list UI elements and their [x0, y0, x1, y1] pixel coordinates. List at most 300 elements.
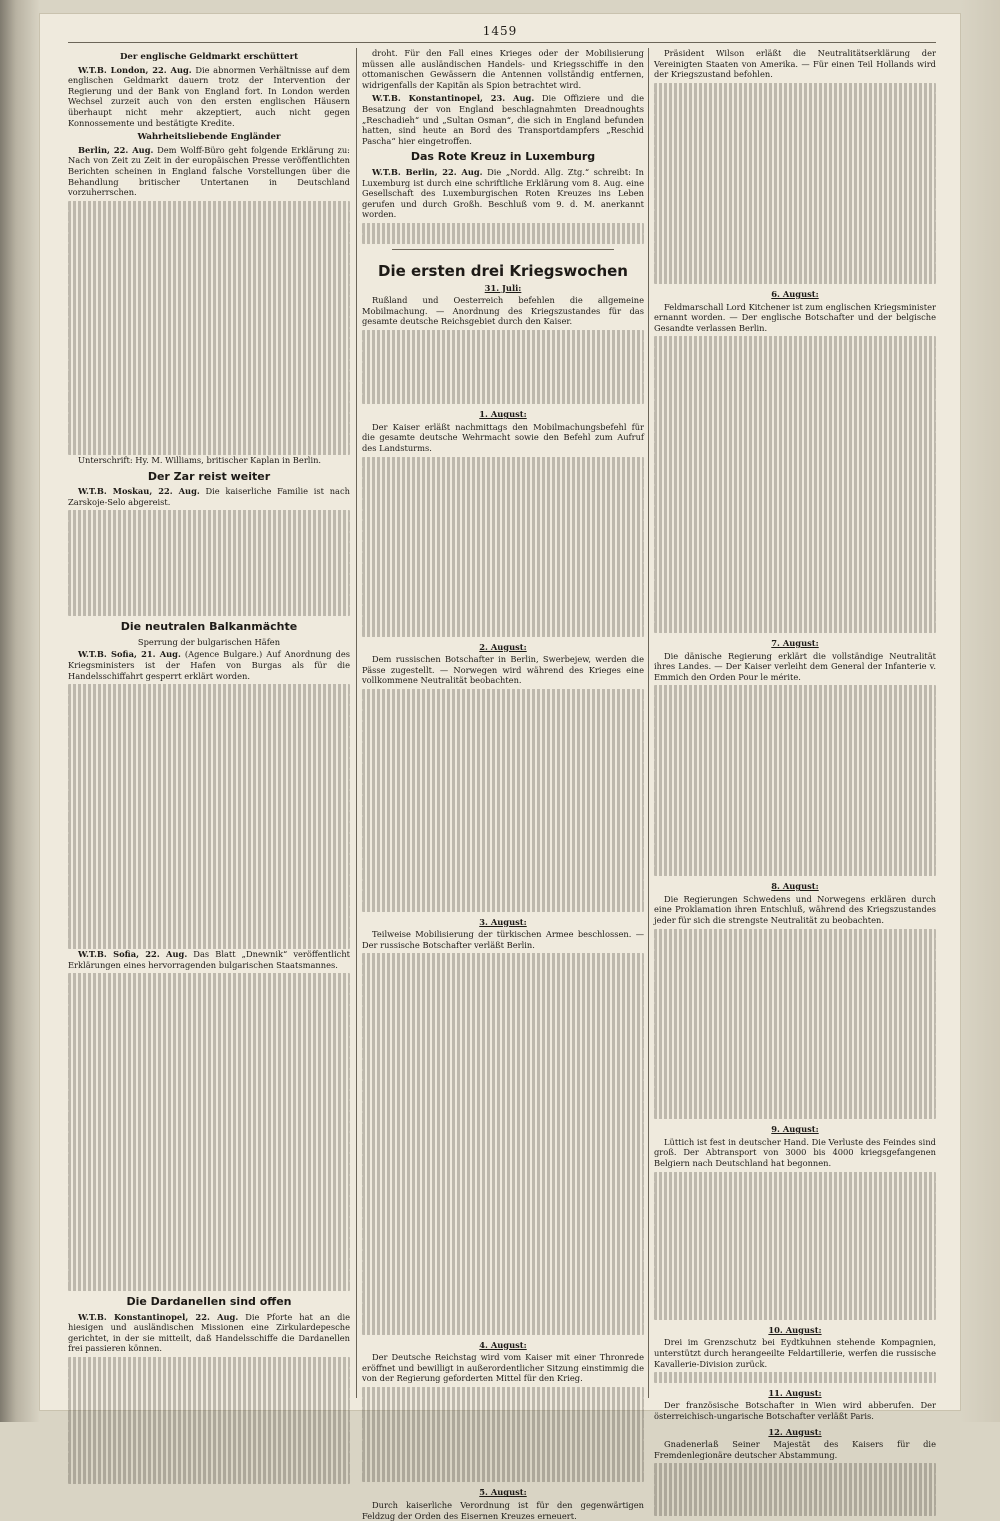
illegible-text-line: [362, 1176, 644, 1187]
illegible-text-line: [68, 758, 350, 769]
illegible-text-line: [362, 1155, 644, 1166]
illegible-text-line: [654, 1077, 936, 1088]
illegible-text-line: [68, 1090, 350, 1101]
illegible-text-line: [68, 928, 350, 939]
illegible-text-line: [654, 231, 936, 242]
illegible-text-line: [362, 901, 644, 912]
illegible-text-line: [68, 201, 350, 212]
illegible-text-line: [68, 780, 350, 791]
page-number: 1459: [482, 24, 518, 38]
illegible-text-line: [68, 1249, 350, 1260]
illegible-text-line: [68, 1281, 350, 1292]
article-text: Das Blatt „Dnewnik“ veröffentlicht Erklärungen eines hervorragenden bulgarischen Staatsmannes.: [68, 949, 350, 970]
illegible-text-line: [654, 115, 936, 126]
illegible-text-line: [68, 413, 350, 424]
illegible-text-line: [362, 1091, 644, 1102]
illegible-text-line: [362, 1303, 644, 1314]
illegible-text-line: [654, 1024, 936, 1035]
illegible-text-line: [68, 864, 350, 875]
illegible-text-line: [362, 510, 644, 521]
article-title-zar: Der Zar reist weiter: [147, 469, 271, 483]
illegible-text-line: [362, 1123, 644, 1134]
date-heading: 9. August:: [771, 1124, 819, 1135]
illegible-text-line: [654, 368, 936, 379]
article-text: Rußland und Oesterreich befehlen die allgemeine Mobilmachung. — Anordnung des Kriegszustandes für das gesamte deutsche Reichsgebiet durch den Kaiser.: [362, 295, 644, 327]
article-text: Die dänische Regierung erklärt die vollständige Neutralität ihres Landes. — Der Kaiser verleiht dem General der Infanterie v. Emmich den Orden Pour le mérite.: [654, 650, 936, 682]
illegible-text-line: [654, 1172, 936, 1183]
illegible-text-line: [362, 616, 644, 627]
illegible-text-line: [654, 1495, 936, 1506]
illegible-text-line: [68, 1217, 350, 1228]
article-body: [68, 65, 350, 129]
illegible-text-line: [654, 199, 936, 210]
illegible-text-line: [68, 1132, 350, 1143]
column-rule-1: [356, 48, 357, 1398]
illegible-text-line: [654, 791, 936, 802]
illegible-text-line: [362, 1387, 644, 1398]
illegible-text-line: [362, 584, 644, 595]
illegible-text-line: [654, 1013, 936, 1024]
illegible-text-line: [68, 1037, 350, 1048]
illegible-text-line: [654, 517, 936, 528]
illegible-text-line: [654, 1246, 936, 1257]
illegible-text-line: [68, 1389, 350, 1400]
signature-line: Unterschrift: Hy. M. Williams, britischer Kaplan in Berlin.: [78, 454, 322, 465]
illegible-text-line: [362, 362, 644, 373]
illegible-text-line: [654, 1235, 936, 1246]
illegible-text-line: [654, 442, 936, 453]
illegible-text-line: [654, 707, 936, 718]
illegible-text-line: [68, 790, 350, 801]
illegible-text-line: [362, 880, 644, 891]
illegible-text-line: [68, 1431, 350, 1442]
illegible-text-line: [68, 275, 350, 286]
column-rule-2: [648, 48, 649, 1398]
illegible-text-line: [654, 1214, 936, 1225]
illegible-text-line: [68, 1164, 350, 1175]
illegible-text-line: [362, 710, 644, 721]
newspaper-page: [40, 14, 960, 1521]
illegible-text-line: [362, 520, 644, 531]
illegible-text-line: [362, 848, 644, 859]
illegible-text-line: [68, 1452, 350, 1463]
illegible-text-line: [654, 347, 936, 358]
illegible-text-line: [654, 749, 936, 760]
illegible-text-line: [654, 981, 936, 992]
illegible-text-line: [362, 1461, 644, 1472]
article-text: (Agence Bulgare.) Auf Anordnung des Kriegsministers ist der Hafen von Burgas als für die Handelsschiffahrt gesperrt erklärt worden.: [68, 649, 350, 681]
illegible-text-line: [654, 696, 936, 707]
illegible-text-line: [68, 737, 350, 748]
illegible-text-line: [68, 1069, 350, 1080]
illegible-text-line: [68, 1259, 350, 1270]
date-heading: 3. August:: [479, 916, 527, 927]
illegible-text-line: [362, 1472, 644, 1483]
article-title-balkan: Die neutralen Balkanmächte: [120, 620, 298, 634]
illegible-text-line: [654, 1267, 936, 1278]
illegible-text-line: [654, 178, 936, 189]
illegible-text-line: [362, 859, 644, 870]
article-text: Feldmarschall Lord Kitchener ist zum englischen Kriegsminister ernannt worden. — Der englische Botschafter und der belgische Gesandte verlassen Berlin.: [654, 301, 936, 333]
article-text: Die Offiziere und die Besatzung der von England beschlagnahmten Dreadnoughts „Reschadieh“ und „Sultan Osman“, die sich in England befunden hatten, sind heute an Bord des Transportdampfers „Reschid Pascha“ hier eingetroffen.: [362, 93, 644, 146]
illegible-text-line: [654, 210, 936, 221]
illegible-text-line: [654, 1109, 936, 1120]
illegible-text-line: [68, 854, 350, 865]
illegible-text-line: [68, 1100, 350, 1111]
illegible-text-line: [654, 1372, 936, 1383]
illegible-text-line: [654, 336, 936, 347]
illegible-text-line: [362, 467, 644, 478]
illegible-text-line: [654, 432, 936, 443]
illegible-text-line: [654, 834, 936, 845]
illegible-text-line: [362, 1133, 644, 1144]
illegible-text-line: [362, 1038, 644, 1049]
illegible-text-line: [654, 1506, 936, 1517]
illegible-text-line: [362, 563, 644, 574]
illegible-text-line: [68, 585, 350, 596]
illegible-text-line: [68, 338, 350, 349]
illegible-text-line: [362, 234, 644, 245]
illegible-text-line: [362, 605, 644, 616]
illegible-text-line: [68, 695, 350, 706]
article-text: Teilweise Mobilisierung der türkischen Armee beschlossen. — Der russische Botschafter verläßt Berlin.: [362, 929, 644, 950]
illegible-text-line: [362, 975, 644, 986]
illegible-text-line: [362, 700, 644, 711]
illegible-text-line: [362, 1186, 644, 1197]
illegible-text-line: [362, 1080, 644, 1091]
illegible-text-line: [362, 499, 644, 510]
illegible-text-line: [362, 721, 644, 732]
illegible-text-line: [362, 1049, 644, 1060]
illegible-text-line: [654, 453, 936, 464]
illegible-text-line: [654, 474, 936, 485]
illegible-text-line: [654, 221, 936, 232]
illegible-text-line: [68, 1463, 350, 1474]
illegible-text-line: [68, 574, 350, 585]
dateline: W.T.B. Sofia, 21. Aug.: [78, 649, 181, 660]
illegible-text-line: [362, 753, 644, 764]
illegible-text-line: [654, 157, 936, 168]
illegible-text-line: [68, 1026, 350, 1037]
illegible-text-line: [68, 222, 350, 233]
illegible-text-line: [654, 1299, 936, 1310]
date-heading: 6. August:: [771, 289, 819, 300]
illegible-text-line: [654, 960, 936, 971]
illegible-text-line: [654, 389, 936, 400]
illegible-text-line: [68, 264, 350, 275]
dateline: W.T.B. Sofia, 22. Aug.: [78, 949, 188, 960]
article-title-rotes-kreuz: Das Rote Kreuz in Luxemburg: [410, 150, 596, 164]
illegible-text-line: [654, 992, 936, 1003]
illegible-text-line: [362, 689, 644, 700]
illegible-text-line: [68, 1474, 350, 1485]
illegible-text-line: [362, 1429, 644, 1440]
date-heading: 4. August:: [479, 1339, 527, 1350]
illegible-text-line: [68, 1196, 350, 1207]
illegible-text-line: [68, 886, 350, 897]
illegible-text-line: [68, 1228, 350, 1239]
column-left: [68, 48, 350, 1400]
illegible-text-line: [68, 1079, 350, 1090]
article-text: Die Pforte hat an die hiesigen und ausländischen Missionen eine Zirkulardepesche gerichtet, in der sie mitteilt, daß Handelsschiffe die Dardanellen frei passieren können.: [68, 1311, 351, 1354]
illegible-text-line: [68, 1047, 350, 1058]
article-body: [68, 649, 350, 681]
illegible-text-line: [654, 1278, 936, 1289]
article-text: Die Regierungen Schwedens und Norwegens erklären durch eine Proklamation ihren Entschluß, während des Kriegszustandes jeder für sich die strengste Neutralität zu beobachten.: [654, 893, 936, 925]
illegible-text-line: [362, 1440, 644, 1451]
illegible-text-line: [68, 402, 350, 413]
article-text: Die kaiserliche Familie ist nach Zarskoje-Selo abgereist.: [68, 486, 350, 507]
article-text: Der französische Botschafter in Wien wird abberufen. Der österreichisch-ungarische Botschafter verläßt Paris.: [654, 1400, 936, 1422]
illegible-text-line: [362, 341, 644, 352]
illegible-text-line: [654, 252, 936, 263]
illegible-text-line: [68, 606, 350, 617]
illegible-text-line: [362, 1451, 644, 1462]
illegible-text-line: [654, 929, 936, 940]
illegible-text-line: [362, 996, 644, 1007]
illegible-text-line: [68, 307, 350, 318]
illegible-text-line: [68, 1175, 350, 1186]
illegible-text-line: [68, 727, 350, 738]
illegible-text-line: [362, 1165, 644, 1176]
illegible-text-line: [68, 434, 350, 445]
article-text: Lüttich ist fest in deutscher Hand. Die Verluste des Feindes sind groß. Der Abtransport von 3000 bis 4000 kriegsgefangenen Belgiern nach Deutschland hat begonnen.: [654, 1136, 936, 1168]
dateline: W.T.B. Konstantinopel, 23. Aug.: [372, 93, 535, 104]
illegible-text-line: [654, 717, 936, 728]
illegible-text-line: [654, 570, 936, 581]
illegible-text-line: [654, 1225, 936, 1236]
illegible-text-line: [68, 1357, 350, 1368]
illegible-text-line: [654, 495, 936, 506]
illegible-text-line: [68, 553, 350, 564]
illegible-text-line: [362, 869, 644, 880]
illegible-text-line: [68, 296, 350, 307]
illegible-text-line: [654, 1087, 936, 1098]
article-text: droht. Für den Fall eines Krieges oder der Mobilisierung müssen alle ausländischen Handels- und Kriegsschiffe in den ottomanischen Gewässern die Antennen vollständig entfernen, widrigenfalls der Kapitän als Spion betrachtet wird.: [362, 48, 644, 90]
illegible-text-line: [68, 801, 350, 812]
illegible-text-line: [362, 1208, 644, 1219]
illegible-text-line: [68, 1111, 350, 1122]
illegible-text-line: [362, 1271, 644, 1282]
illegible-text-line: [362, 1017, 644, 1028]
page-edge: [960, 0, 1000, 1422]
illegible-text-line: [654, 527, 936, 538]
illegible-text-line: [654, 866, 936, 877]
dateline: W.T.B. London, 22. Aug.: [78, 64, 192, 75]
illegible-text-line: [68, 381, 350, 392]
illegible-text-line: [654, 760, 936, 771]
article-text: Dem Wolff-Büro geht folgende Erklärung zu: Nach von Zeit zu Zeit in der europäischen Presse veröffentlichten Berichten scheinen in England falsche Vorstellungen über die Behandlung britischer Untertanen in Deutschland vorzuherrschen.: [68, 144, 350, 198]
illegible-text-line: [68, 1270, 350, 1281]
illegible-text-line: [68, 233, 350, 244]
illegible-text-line: [68, 595, 350, 606]
illegible-text-line: [68, 896, 350, 907]
header-rule: [68, 42, 936, 43]
illegible-text-line: [654, 939, 936, 950]
illegible-text-line: [654, 813, 936, 824]
date-heading: 2. August:: [479, 641, 527, 652]
illegible-text-line: [68, 1005, 350, 1016]
illegible-text-line: [654, 1045, 936, 1056]
illegible-text-line: [68, 811, 350, 822]
dateline: W.T.B. Berlin, 22. Aug.: [372, 166, 483, 177]
illegible-text-line: [68, 843, 350, 854]
section-divider: [392, 249, 614, 250]
illegible-text-line: [654, 591, 936, 602]
date-heading: 1. August:: [479, 409, 527, 420]
illegible-text-line: [362, 1292, 644, 1303]
illegible-text-line: [68, 285, 350, 296]
illegible-text-line: [68, 716, 350, 727]
illegible-text-line: [362, 531, 644, 542]
illegible-text-line: [362, 1419, 644, 1430]
date-heading: 5. August:: [479, 1487, 527, 1498]
illegible-text-line: [654, 189, 936, 200]
illegible-text-line: [654, 1003, 936, 1014]
illegible-text-line: [68, 423, 350, 434]
illegible-text-line: [654, 538, 936, 549]
illegible-text-line: [68, 973, 350, 984]
illegible-text-line: [654, 421, 936, 432]
illegible-text-line: [654, 83, 936, 94]
illegible-text-line: [362, 383, 644, 394]
illegible-text-line: [654, 1034, 936, 1045]
illegible-text-line: [654, 781, 936, 792]
illegible-text-line: [654, 379, 936, 390]
illegible-text-line: [68, 360, 350, 371]
illegible-text-line: [654, 1056, 936, 1067]
article-text: Präsident Wilson erläßt die Neutralitätserklärung der Vereinigten Staaten von Amerika. — Für einen Teil Hollands wird der Kriegszustand befohlen.: [654, 48, 936, 80]
article-text: Dem russischen Botschafter in Berlin, Swerbejew, werden die Pässe zugestellt. — Norwegen wird während des Krieges eine vollkommene Neutralität beobachten.: [362, 654, 644, 686]
illegible-text-line: [68, 328, 350, 339]
illegible-text-line: [68, 994, 350, 1005]
article-title-englaender: Wahrheitsliebende Engländer: [137, 132, 281, 143]
article-text: Der Kaiser erläßt nachmittags den Mobilmachungsbefehl für die gesamte deutsche Wehrmacht sowie den Befehl zum Aufruf des Landsturms.: [362, 421, 644, 453]
date-heading: 11. August:: [768, 1387, 822, 1398]
illegible-text-line: [654, 1288, 936, 1299]
article-title-geldmarkt: Der englische Geldmarkt erschüttert: [119, 52, 299, 62]
illegible-text-line: [654, 146, 936, 157]
illegible-text-line: [654, 125, 936, 136]
illegible-text-line: [68, 684, 350, 695]
illegible-text-line: [362, 774, 644, 785]
illegible-text-line: [654, 104, 936, 115]
illegible-text-line: [362, 1250, 644, 1261]
illegible-text-line: [362, 742, 644, 753]
illegible-text-line: [362, 795, 644, 806]
illegible-text-line: [68, 444, 350, 455]
illegible-text-line: [654, 971, 936, 982]
illegible-text-line: [68, 1368, 350, 1379]
illegible-text-line: [362, 1144, 644, 1155]
illegible-text-line: [362, 488, 644, 499]
illegible-text-line: [654, 464, 936, 475]
illegible-text-line: [68, 510, 350, 521]
article-text: Die abnormen Verhältnisse auf dem englischen Geldmarkt dauern trotz der Intervention der Regierung und der Bank von England fort. In London werden Wechsel zurzeit auch von den ersten englischen Häusern überhaupt nicht mehr akzeptiert, auch nicht gegen Konnossemente und bestätigte Kredite.: [68, 64, 351, 128]
illegible-text-line: [68, 1238, 350, 1249]
illegible-text-line: [362, 1006, 644, 1017]
illegible-text-line: [654, 400, 936, 411]
illegible-text-line: [654, 548, 936, 559]
illegible-text-line: [654, 601, 936, 612]
illegible-text-line: [362, 626, 644, 637]
article-text: Gnadenerlaß Seiner Majestät des Kaisers für die Fremdenlegionäre deutscher Abstammung.: [654, 1439, 936, 1460]
article-body: [68, 1312, 350, 1354]
illegible-text-line: [362, 594, 644, 605]
illegible-text-line: [68, 1153, 350, 1164]
illegible-text-line: [362, 478, 644, 489]
illegible-text-line: [362, 816, 644, 827]
dateline: Berlin, 22. Aug.: [78, 144, 154, 155]
illegible-text-line: [654, 1485, 936, 1496]
illegible-text-line: [362, 457, 644, 468]
illegible-text-line: [68, 1185, 350, 1196]
illegible-text-line: [68, 1206, 350, 1217]
illegible-text-line: [362, 964, 644, 975]
article-body: [68, 145, 350, 198]
article-text: Die „Nordd. Allg. Ztg.“ schreibt: In Luxemburg ist durch eine schriftliche Erklärung vom 8. Aug. eine Gesellschaft des Luxemburgischen Roten Kreuzes ins Leben gerufen und durch Großh. Beschluß vom 9. d. M. anerkannt worden.: [362, 166, 645, 220]
illegible-text-line: [654, 168, 936, 179]
book-binding-shadow: [0, 0, 40, 1422]
illegible-text-line: [654, 844, 936, 855]
illegible-text-line: [654, 1193, 936, 1204]
illegible-text-line: [654, 485, 936, 496]
illegible-text-line: [362, 330, 644, 341]
illegible-text-line: [654, 411, 936, 422]
date-heading: 31. Juli:: [484, 282, 522, 293]
date-heading: 7. August:: [771, 638, 819, 649]
illegible-text-line: [654, 358, 936, 369]
illegible-text-line: [362, 1112, 644, 1123]
illegible-text-line: [68, 370, 350, 381]
illegible-text-line: [654, 1463, 936, 1474]
illegible-text-line: [654, 1474, 936, 1485]
illegible-text-line: [362, 1059, 644, 1070]
illegible-text-line: [362, 1218, 644, 1229]
illegible-text-line: [654, 242, 936, 253]
illegible-text-line: [654, 622, 936, 633]
illegible-text-line: [654, 1098, 936, 1109]
article-text: Der Deutsche Reichstag wird vom Kaiser mit einer Thronrede eröffnet und bewilligt in außerordentlicher Sitzung einstimmig die von der Regierung geforderten Mittel für den Krieg.: [362, 1352, 644, 1384]
illegible-text-line: [68, 317, 350, 328]
illegible-text-line: [362, 890, 644, 901]
illegible-text-line: [362, 1324, 644, 1335]
illegible-text-line: [362, 985, 644, 996]
illegible-text-line: [68, 917, 350, 928]
illegible-text-line: [362, 784, 644, 795]
illegible-text-line: [362, 827, 644, 838]
illegible-text-line: [654, 738, 936, 749]
article-text: Drei im Grenzschutz bei Eydtkuhnen stehende Kompagnien, unterstützt durch herangeeilte Feldartillerie, werfen die russische Kavallerie-Division zurück.: [654, 1337, 936, 1369]
illegible-text-line: [68, 748, 350, 759]
illegible-text-line: [362, 837, 644, 848]
article-body: [68, 486, 350, 507]
illegible-text-line: [654, 263, 936, 274]
illegible-text-line: [362, 1239, 644, 1250]
illegible-text-line: [68, 243, 350, 254]
illegible-text-line: [68, 349, 350, 360]
illegible-text-line: [362, 552, 644, 563]
article-title-dardanellen: Die Dardanellen sind offen: [126, 1295, 292, 1309]
article-body: [362, 167, 644, 220]
illegible-text-line: [654, 1203, 936, 1214]
illegible-text-line: [68, 1016, 350, 1027]
illegible-text-line: [362, 1229, 644, 1240]
illegible-text-line: [654, 823, 936, 834]
illegible-text-line: [654, 1066, 936, 1077]
illegible-text-line: [68, 939, 350, 950]
illegible-text-line: [362, 541, 644, 552]
